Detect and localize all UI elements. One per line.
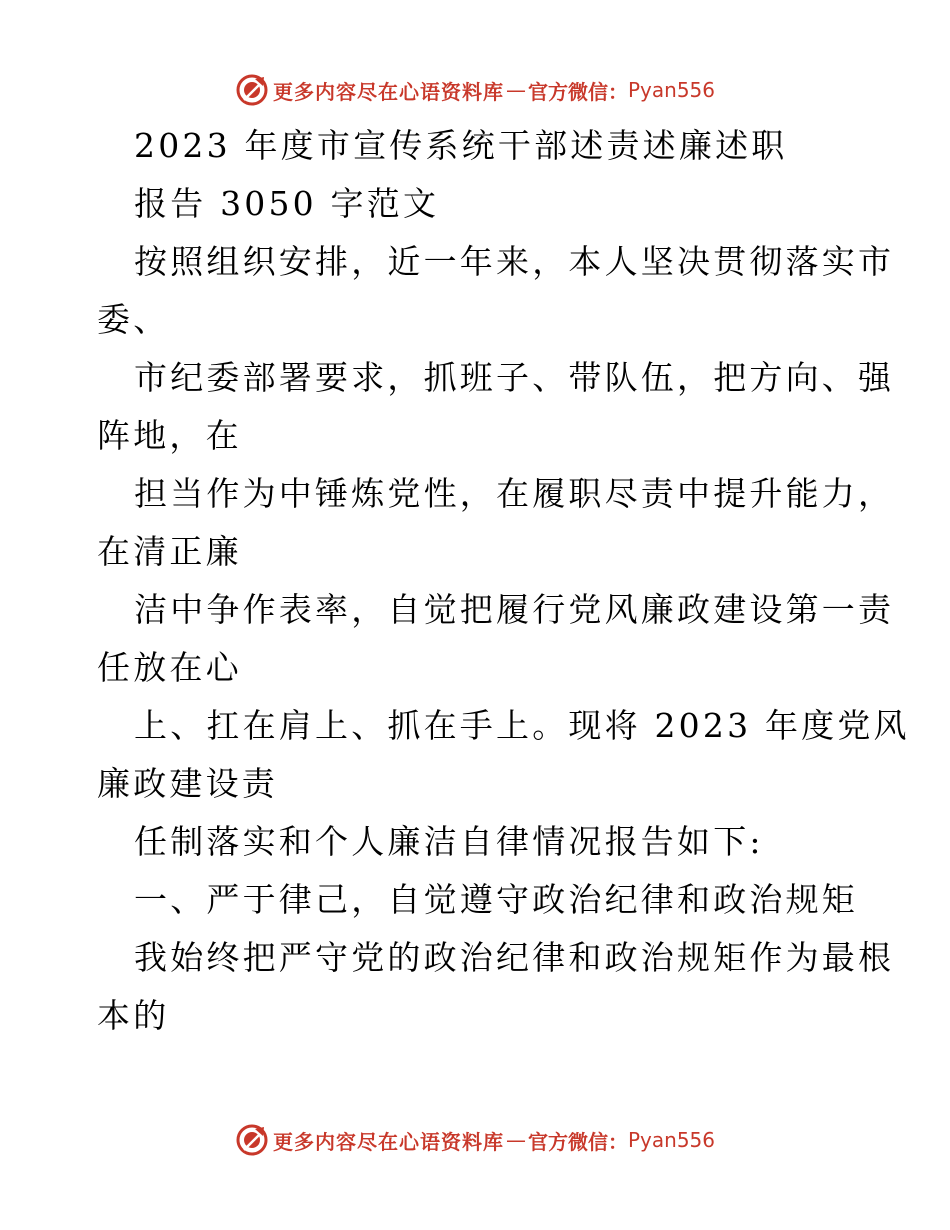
watermark-text: 更多内容尽在心语资料库: [272, 1129, 504, 1154]
watermark-wechat-id: Pyan556: [627, 1128, 715, 1152]
red-circle-pen-logo-icon: [235, 73, 269, 107]
doc-line: 委、: [97, 300, 170, 339]
doc-line: 任放在心: [97, 648, 242, 687]
doc-title-line-1: 2023 年度市宣传系统干部述责述廉述职: [134, 126, 788, 165]
doc-line: 阵地，在: [97, 416, 242, 455]
watermark-wechat-id: Pyan556: [627, 78, 715, 102]
doc-line: 按照组织安排，近一年来，本人坚决贯彻落实市: [134, 242, 895, 281]
doc-line: 洁中争作表率，自觉把履行党风廉政建设第一责: [134, 590, 895, 629]
watermark-footer: [0, 1120, 950, 1160]
doc-line: 在清正廉: [97, 532, 242, 571]
doc-line: 任制落实和个人廉洁自律情况报告如下:: [134, 822, 764, 861]
doc-line: 上、扛在肩上、抓在手上。现将 2023 年度党风: [134, 706, 910, 745]
watermark-text: 更多内容尽在心语资料库: [272, 79, 504, 104]
doc-line: 担当作为中锤炼党性，在履职尽责中提升能力，: [134, 474, 895, 513]
watermark-wechat-label: 官方微信：: [527, 1129, 628, 1154]
red-circle-pen-logo-icon: [235, 1123, 269, 1157]
watermark-separator: —: [505, 1128, 526, 1152]
watermark-wechat-label: 官方微信：: [527, 79, 628, 104]
doc-line: 廉政建设责: [97, 764, 278, 803]
doc-line: 我始终把严守党的政治纪律和政治规矩作为最根: [134, 938, 895, 977]
watermark-header: [0, 70, 950, 110]
doc-line: 本的: [97, 996, 170, 1035]
doc-line: 市纪委部署要求，抓班子、带队伍，把方向、强: [134, 358, 895, 397]
doc-title-line-2: 报告 3050 字范文: [134, 184, 440, 223]
watermark-separator: —: [505, 78, 526, 102]
section-heading: 一、严于律己，自觉遵守政治纪律和政治规矩: [134, 880, 858, 919]
